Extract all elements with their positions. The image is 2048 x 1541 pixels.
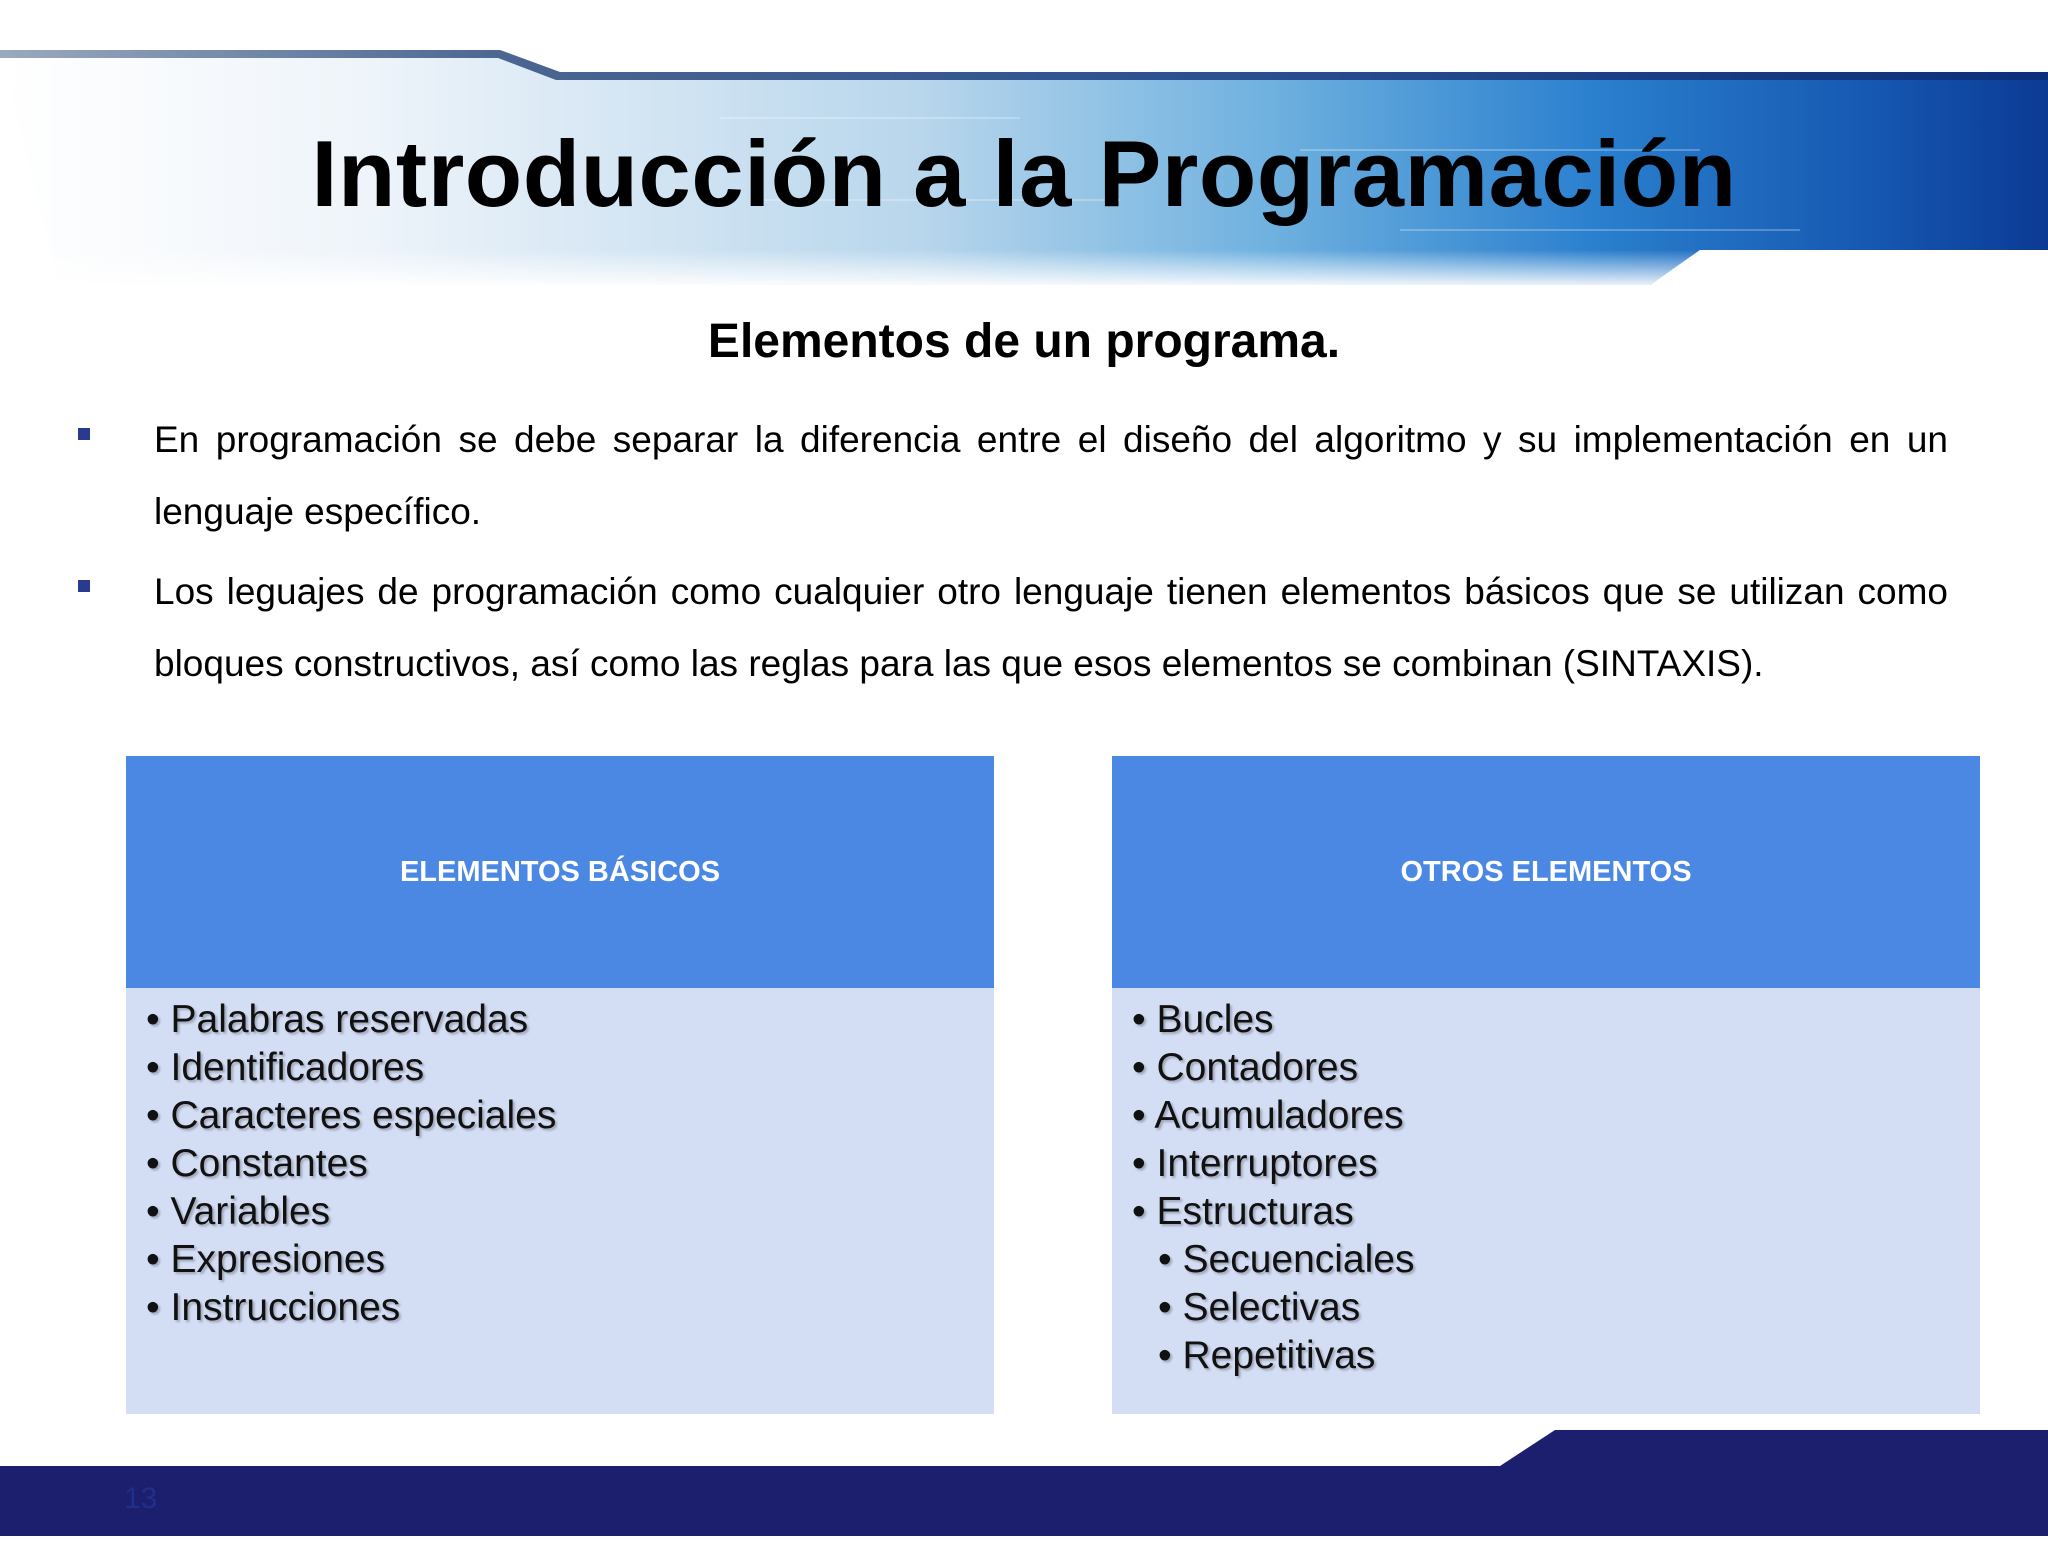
list-item: • Constantes xyxy=(146,1142,368,1185)
card-item-list xyxy=(1112,988,1980,1380)
list-item: • Identificadores xyxy=(146,1046,425,1089)
card-otros-elementos xyxy=(1112,756,1980,1414)
slide-number: 13 xyxy=(124,1482,158,1515)
card-header-label: ELEMENTOS BÁSICOS xyxy=(399,855,721,888)
bullet-item xyxy=(78,556,1948,700)
list-item: • Contadores xyxy=(1132,1046,1359,1089)
list-item: • Palabras reservadas xyxy=(146,998,529,1041)
list-item: • Interruptores xyxy=(1132,1142,1378,1185)
list-item: • Acumuladores xyxy=(1132,1094,1404,1137)
list-item: • Estructuras xyxy=(1132,1190,1354,1233)
slide-title: Introducción a la Programación xyxy=(311,121,1737,226)
footer-band xyxy=(0,1430,2048,1536)
list-item: • Variables xyxy=(146,1190,331,1233)
list-item: • Bucles xyxy=(1132,998,1274,1041)
bullet-list xyxy=(78,404,1948,708)
bullet-text: Los leguajes de programación como cualquier otro lenguaje tienen elementos básicos que se utilizan como bloques constructivos, así como las reglas para las que esos elementos se combinan (SINTAXIS). xyxy=(154,571,1948,684)
sub-list-item: • Selectivas xyxy=(1158,1286,1361,1329)
bullet-item xyxy=(78,404,1948,548)
sub-list-item: • Secuenciales xyxy=(1158,1238,1415,1281)
list-item: • Caracteres especiales xyxy=(146,1094,557,1137)
section-subtitle: Elementos de un programa. xyxy=(707,315,1341,368)
list-item: • Instrucciones xyxy=(146,1286,401,1329)
bullet-text: En programación se debe separar la diferencia entre el diseño del algoritmo y su implementación en un lenguaje específico. xyxy=(154,419,1948,532)
card-header xyxy=(126,756,994,988)
square-bullet-icon xyxy=(78,580,90,592)
card-header xyxy=(1112,756,1980,988)
list-item: • Expresiones xyxy=(146,1238,386,1281)
square-bullet-icon xyxy=(78,428,90,440)
card-header-label: OTROS ELEMENTOS xyxy=(1400,855,1692,888)
card-item-list xyxy=(126,988,994,1332)
sub-list-item: • Repetitivas xyxy=(1158,1334,1376,1377)
card-elementos-basicos xyxy=(126,756,994,1414)
